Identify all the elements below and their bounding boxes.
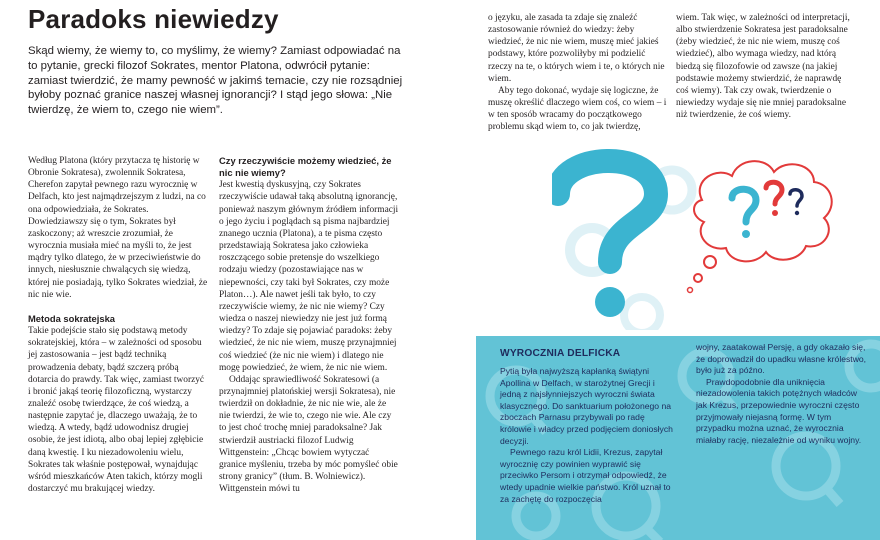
sidebar-column-2 <box>696 342 868 446</box>
section-heading-method: Metoda sokratejska <box>28 312 116 324</box>
thought-bubble-icon <box>694 274 702 282</box>
body-paragraph: wiem. Tak więc, w zależności od interpretacji, albo stwierdzenie Sokratesa jest paradoksalne (żeby wiedzieć, że nic nie wiem, muszę coś wiedzieć), albo wymaga wiedzy, nad którą biedzą się filozofowie od zawsze (na jakiej podstawie możemy stwierdzić, że naprawdę coś wiemy). Tak czy owak, twierdzenie o niewiedzy wydaje się nie mniej paradoksalne niż twierdzenie, że coś wiemy. <box>676 13 850 121</box>
thought-bubble-icon <box>704 256 716 268</box>
text-column-1 <box>28 155 208 495</box>
question-mark-dot-icon <box>795 211 799 215</box>
lead-paragraph: Skąd wiemy, że wiemy to, co myślimy, że wiemy? Zamiast odpowiadać na to pytanie, grecki filozof Sokrates, mentor Platona, odwrócił pytanie: zamiast twierdzić, że mamy pewność w jakimś temacie, czy nie rozsądniej byłoby poznać granice naszej własnej ignorancji? I stąd jego słowa: „Nie twierdzę, że wiem to, czego nie wiem”. <box>28 45 403 117</box>
sidebar-box-delphic-oracle <box>476 336 880 540</box>
question-marks-illustration <box>552 130 862 330</box>
thought-bubble-icon <box>688 288 693 293</box>
thought-cloud-icon <box>694 161 832 261</box>
text-column-4 <box>676 12 856 121</box>
body-paragraph: Jest kwestią dyskusyjną, czy Sokrates rzeczywiście udawał taką absolutną ignorancję, ponieważ naszym głównym źródłem informacji o jego życiu i poglądach są pisma najbardziej znanego ucznia (Platona), a te pisma często przedstawiają Sokratesa jako człowieka roszczącego sobie pretensje do wszelkiego rodzaju wiedzy (pozostawiające nas w niepewności, czy taki był Sokrates, czy może Platon…). Ale nawet jeśli tak było, to czy rzeczywiście wiemy, że nic nie wiemy? Czy wiedza o naszej niewiedzy nie jest już formą wiedzy? To zdaje się pojawiać paradoks: żeby wiedzieć, że nic nie wiem, muszę przynajmniej coś wiedzieć (że nic nie wiem) i dlatego nie mogę powiedzieć, że wiem, że nic nie wiem. <box>219 180 399 373</box>
question-mark-dot-icon <box>595 287 625 317</box>
sidebar-column-1 <box>500 366 678 505</box>
sidebar-paragraph: Pytią była najwyższą kapłanką świątyni Apollina w Delfach, w starożytnej Grecji i jedną z najsłynniejszych wyroczni świata klasycznego. Do sanktuarium położonego na zboczach Parnasu przybywali po radę królowie i władcy przed podjęciem doniosłych decyzji. <box>500 366 673 446</box>
page-title: Paradoks niewiedzy <box>28 4 279 34</box>
body-paragraph: Aby tego dokonać, wydaje się logiczne, że muszę określić dlaczego wiem coś, co wiem – i w ten sposób wracamy do początkowego problemu skąd wiem to, co jak twierdzę, <box>488 85 667 133</box>
sidebar-paragraph: wojny, zaatakował Persję, a gdy okazało się, że doprowadził do upadku własne królestwo, było już za późno. <box>696 342 867 376</box>
section-heading-question: Czy rzeczywiście możemy wiedzieć, że nic nie wiemy? <box>219 155 392 179</box>
body-paragraph: Według Platona (który przytacza tę historię w Obronie Sokratesa), zwolennik Sokratesa, Cherefon zapytał pewnego razu wyrocznię w Delfach, kto jest najmądrzejszym z ludzi, na co ona odpowiedziała, że Sokrates. Dowiedziawszy się o tym, Sokrates był zaskoczony; aż wreszcie zrozumiał, że wyrocznia musiała mieć na myśli to, że jest mądry tylko dlatego, że w przeciwieństwie do innych, niesłusznie chwalących się wiedzą, której nie posiadają, tylko Sokrates wiedział, że nic nie wie. <box>28 156 208 300</box>
sidebar-heading: WYROCZNIA DELFICKA <box>500 348 621 359</box>
bg-ring-icon <box>624 297 660 330</box>
question-mark-dot-icon <box>772 210 778 216</box>
text-column-3 <box>488 12 668 134</box>
body-paragraph: o języku, ale zasada ta zdaje się znaleźć zastosowanie również do wiedzy: żeby wiedzieć, że nic nie wiem, muszę mieć jakieś podstawy, które pozwoliłyby mi podzielić rzeczy na te, o których wiem i te, o których nie wiem. <box>488 13 665 84</box>
body-paragraph: Takie podejście stało się podstawą metody sokratejskiej, która – w zależności od sposobu jej zastosowania – jest bądź techniką prowadzenia debaty, bądź szczerą próbą dotarcia do prawdy. Tak więc, zamiast tworzyć i bronić jakąś teorię filozoficzną, wystarczy znaleźć osobę twierdzące, że coś wiedzą, a następnie zapytać je, dlaczego uważają, że to wiedzą. A wtedy, bądź udowodnisz drugiej osobie, że jest idiotą, albo obaj lepiej zgłębicie daną kwestię. I ku niezadowoleniu wielu, Sokrates tak właśnie postępował, wynajdując wśród mieszkańców Aten takich, którzy mogli dostarczyć mu brakującej wiedzy. <box>28 326 205 495</box>
sidebar-paragraph: Pewnego razu król Lidii, Krezus, zapytał wyrocznię czy powinien wyprawić się przeciwko Persom i otrzymał odpowiedź, że wtedy upadnie wielkie państwo. Król uznał to za zachętę do rozpoczęcia <box>500 447 671 504</box>
question-mark-dot-icon <box>742 230 750 238</box>
sidebar-paragraph: Prawdopodobnie dla uniknięcia niezadowolenia takich potężnych władców jak Krezus, przepowiednie wyroczni często przyjmowały niejasną formę. W tym przypadku można uznać, że wyrocznia miałaby rację, niezależnie od wyniku wojny. <box>696 376 862 445</box>
text-column-2 <box>219 155 399 495</box>
body-paragraph: Oddając sprawiedliwość Sokratesowi (a przynajmniej platońskiej wersji Sokratesa), nie twierdził on dokładnie, że nic nie wie, ale że nie twierdzi, że wie to, czego nie wie. Ale czy to jest choć trochę mniej paradoksalne? Jak stwierdził austriacki filozof Ludwig Wittgenstein: „Chcąc bowiem wytyczać granice myśleniu, trzeba by móc pomyśleć obie strony granicy” (tłum. B. Wolniewicz). Wittgenstein mówi tu <box>219 374 398 495</box>
